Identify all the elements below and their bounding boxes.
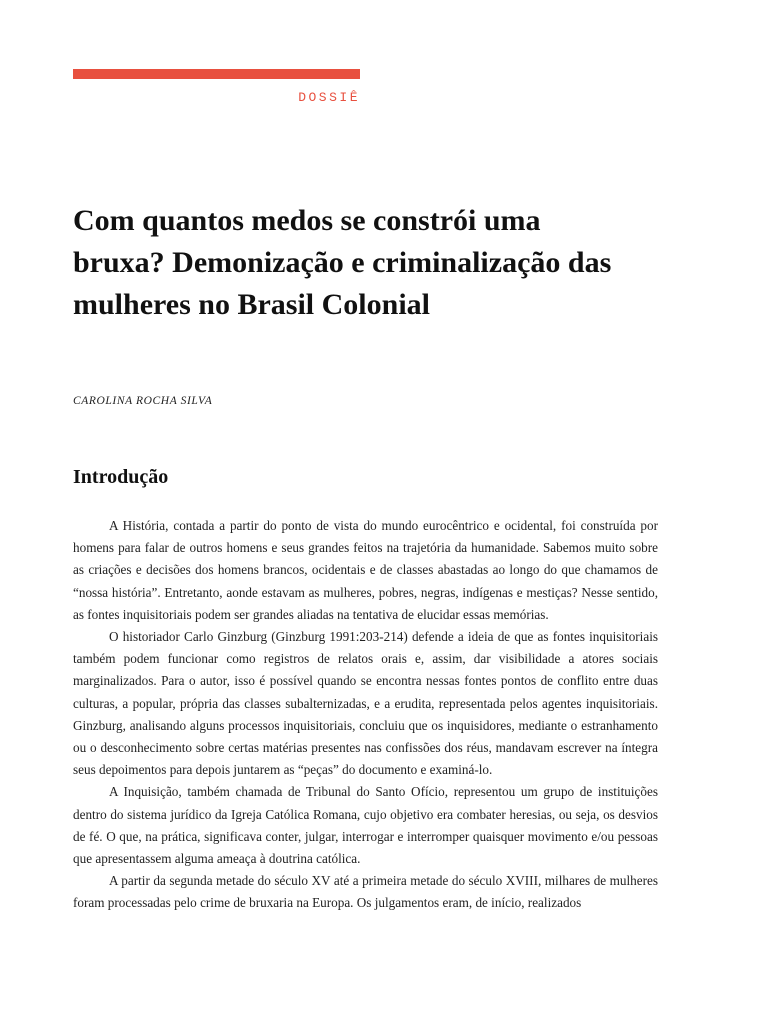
article-body	[73, 515, 658, 915]
body-paragraph: A Inquisição, também chamada de Tribunal do Santo Ofício, representou um grupo de instituições dentro do sistema jurídico da Igreja Católica Romana, cujo objetivo era combater heresias, ou seja, os desvios de fé. O que, na prática, significava conter, julgar, interrogar e interromper quaisquer movimento e/ou pessoas que apresentassem alguma ameaça à doutrina católica.	[73, 784, 658, 867]
body-paragraph: O historiador Carlo Ginzburg (Ginzburg 1991:203-214) defende a ideia de que as fontes inquisitoriais também podem funcionar como registros de relatos orais e, assim, dar visibilidade a atores sociais marginalizados. Para o autor, isso é possível quando se encontra nessas fontes pontos de conflito entre duas culturas, a popular, própria das classes subalternizadas, e a erudita, representada pelos agentes inquisitoriais. Ginzburg, analisando alguns processos inquisitoriais, concluiu que os inquisidores, mediante o estranhamento ou o desconhecimento sobre certas matérias presentes nas confissões dos réus, mandavam escrever na íntegra seus depoimentos para depois juntarem as “peças” do documento e examiná-lo.	[73, 629, 658, 778]
body-paragraph: A partir da segunda metade do século XV até a primeira metade do século XVIII, milhares de mulheres foram processadas pelo crime de bruxaria na Europa. Os julgamentos eram, de início, realizados	[73, 873, 658, 911]
body-paragraph: A História, contada a partir do ponto de vista do mundo eurocêntrico e ocidental, foi construída por homens para falar de outros homens e seus grandes feitos na trajetória da humanidade. Sabemos muito sobre as criações e decisões dos homens brancos, ocidentais e de classes abastadas ao longo do que chamamos de “nossa história”. Entretanto, aonde estavam as mulheres, pobres, negras, indígenas e mestiças? Nesse sentido, as fontes inquisitoriais podem ser grandes aliadas na tentativa de elucidar essas memórias.	[73, 518, 658, 622]
section-heading: Introdução	[73, 466, 169, 488]
section-label: DOSSIÊ	[298, 90, 360, 105]
header-accent-rule	[73, 69, 360, 79]
article-title: Com quantos medos se constrói uma bruxa? Demonização e criminalização das mulheres no Brasil Colonial	[73, 204, 612, 321]
article-author: CAROLINA ROCHA SILVA	[73, 395, 213, 407]
